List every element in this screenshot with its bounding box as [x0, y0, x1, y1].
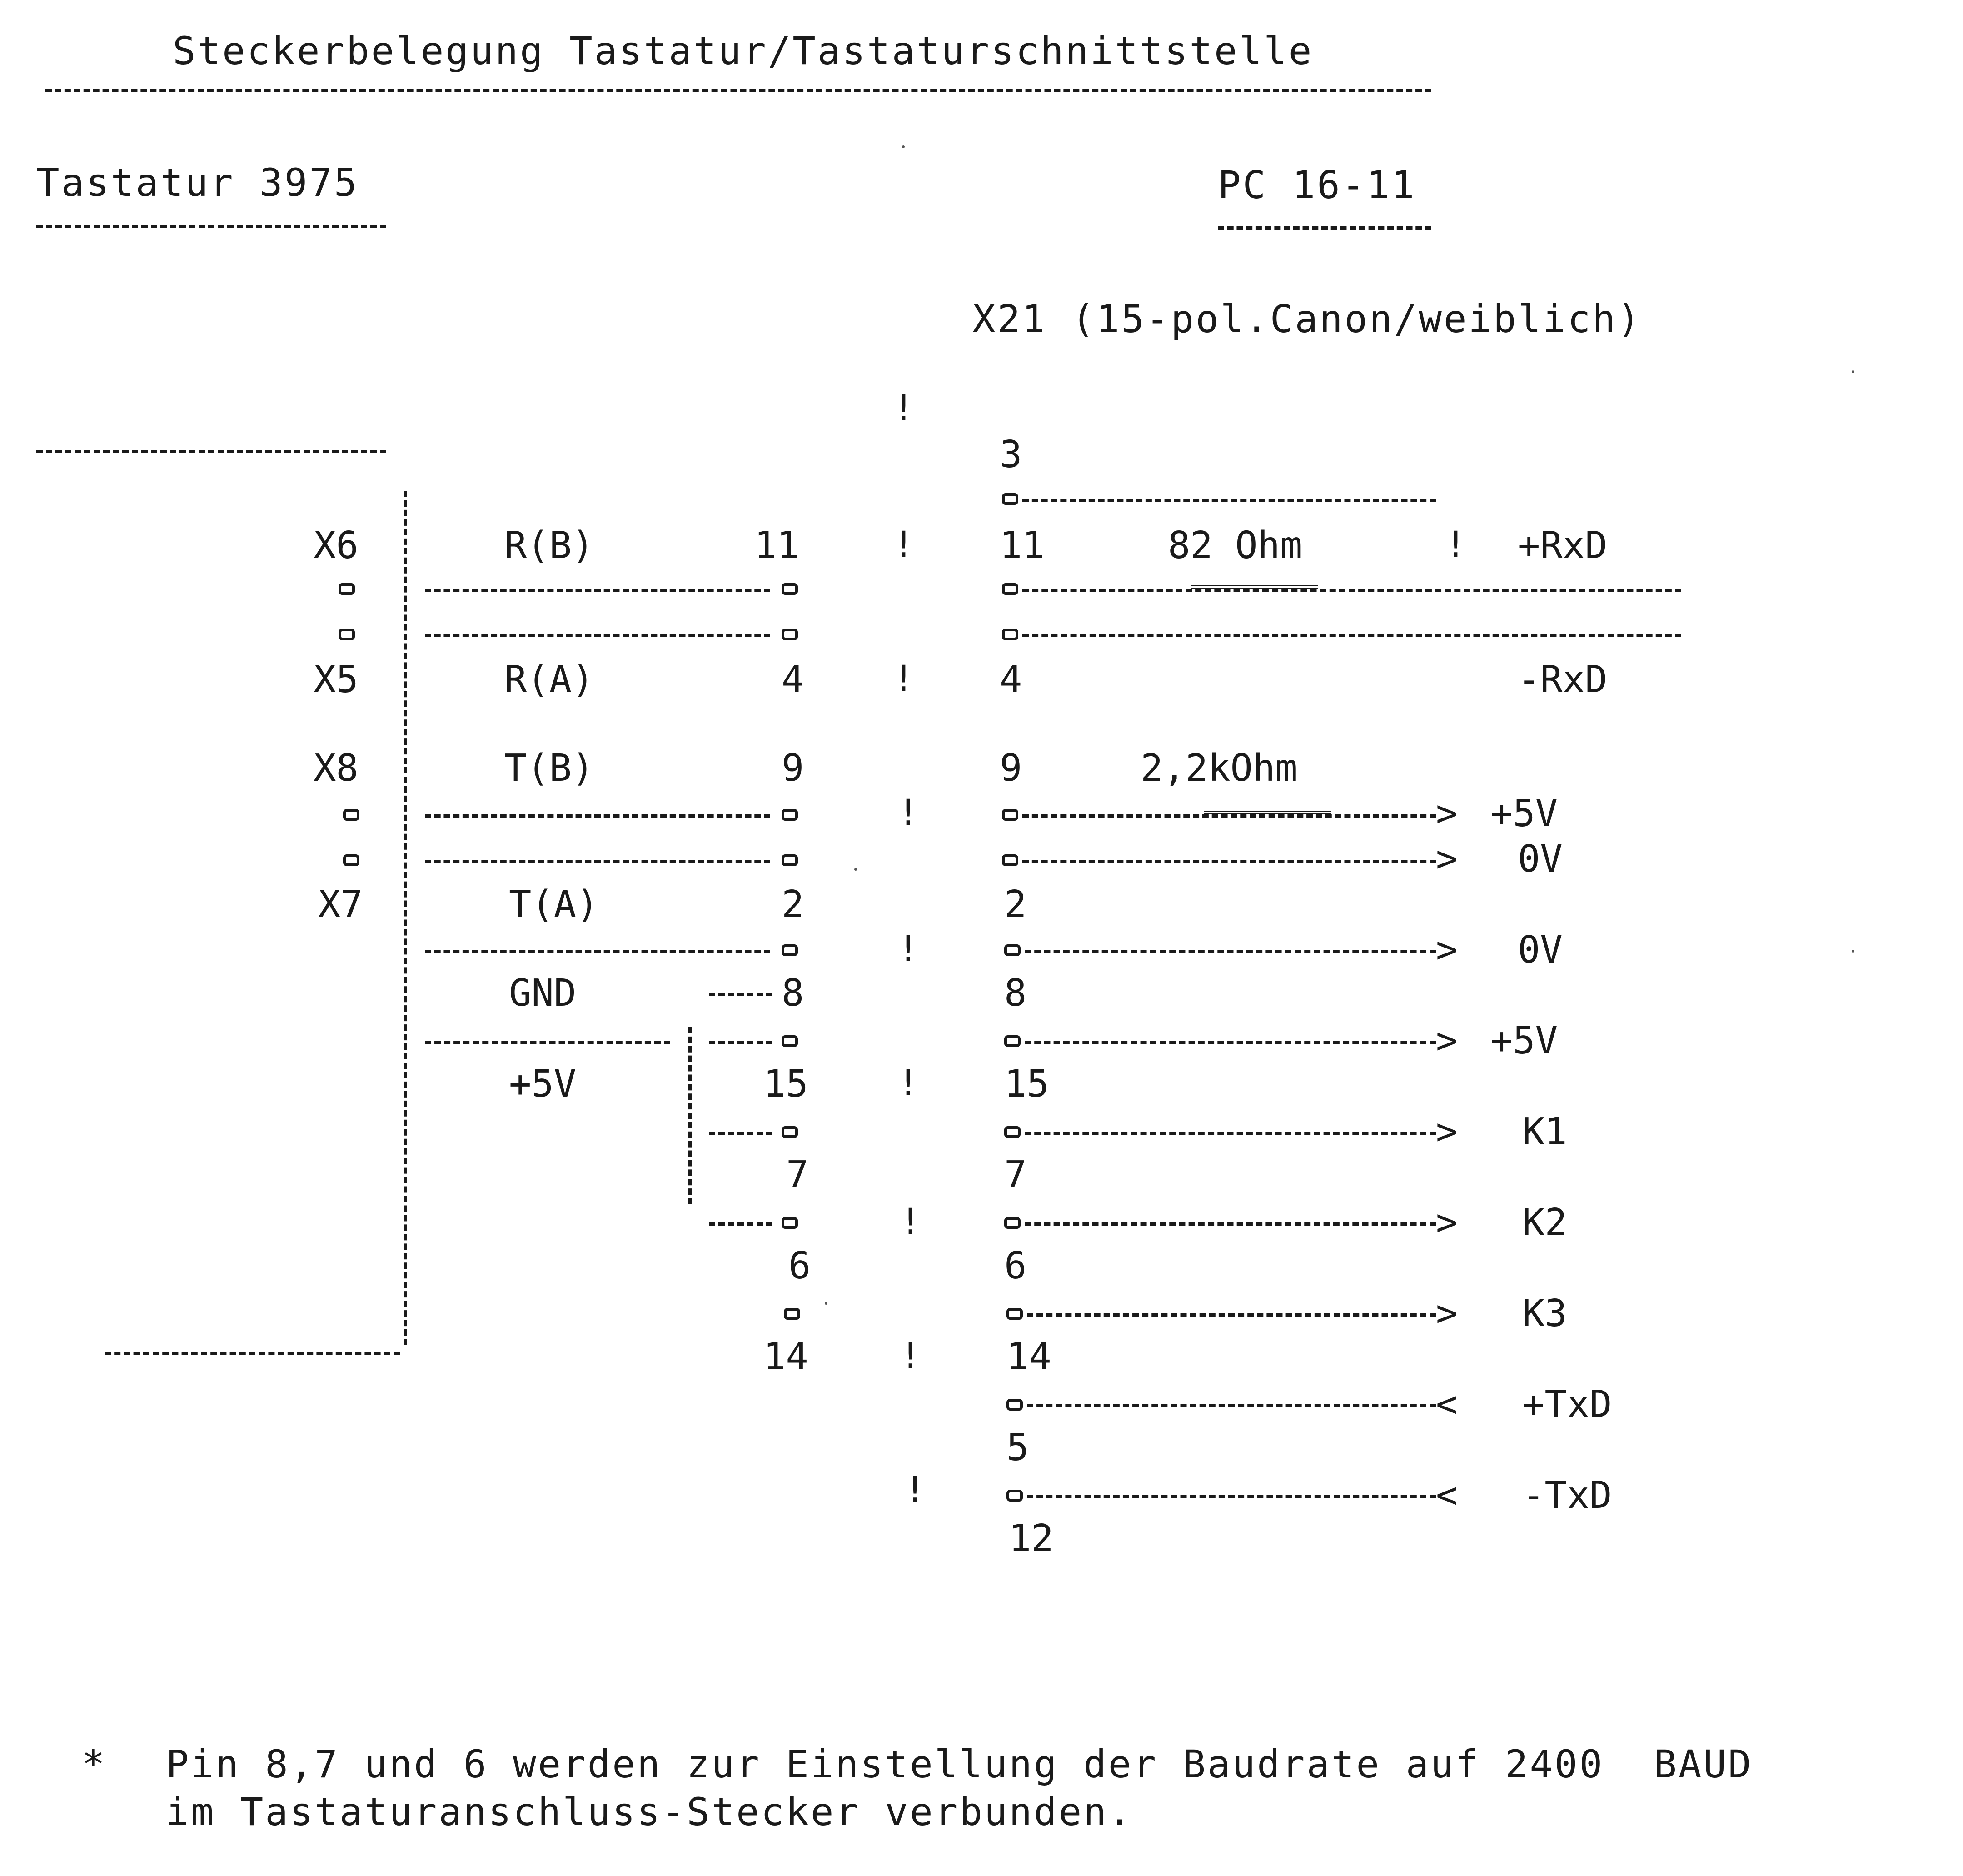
connector-label: X21 (15-pol.Canon/weiblich) [972, 297, 1642, 341]
pin-terminal [1002, 629, 1018, 640]
pin-terminal [1002, 854, 1018, 866]
pin-12: 12 [1009, 1517, 1054, 1560]
signal-txd-plus: +TxD [1522, 1383, 1612, 1426]
keyboard-box-edge [404, 491, 407, 1345]
pin-terminal [339, 629, 355, 640]
right-title-underline [1218, 226, 1431, 230]
footnote-line-2: im Tastaturanschluss-Stecker verbunden. [166, 1790, 1133, 1834]
wire-2-right [1025, 950, 1436, 953]
pin-terminal [782, 944, 798, 956]
resistor-2k2-symbol [1204, 811, 1331, 817]
pin-terminal [1006, 1399, 1023, 1411]
arrow-out: > [1436, 838, 1458, 880]
arrow-out: > [1436, 1292, 1458, 1334]
pin-terminal [343, 854, 359, 866]
label-x7: X7 [318, 883, 363, 926]
pin-15-left: 15 [763, 1063, 808, 1106]
wire-rb [425, 589, 770, 592]
right-device-title: PC 16-11 [1218, 163, 1416, 207]
label-tb: T(B) [504, 747, 594, 790]
pin-terminal [784, 1308, 800, 1320]
divider-mark: ! [893, 388, 914, 429]
pin-terminal [1004, 1217, 1021, 1229]
wire-5-right [1027, 1495, 1436, 1498]
pin-8: 8 [1004, 972, 1027, 1015]
pin-terminal [1006, 1308, 1023, 1320]
pin-6: 6 [1004, 1244, 1027, 1287]
keyboard-box-top [36, 450, 386, 453]
pin-terminal [782, 809, 798, 821]
footnote-line-1: Pin 8,7 und 6 werden zur Einstellung der Baudrate auf 2400 BAUD [166, 1742, 1753, 1786]
arrow-in: < [1436, 1383, 1458, 1425]
wire-14-right [1027, 1404, 1436, 1407]
pin-terminal [1006, 1490, 1023, 1502]
divider-mark: ! [897, 793, 919, 833]
label-gnd: GND [509, 972, 577, 1015]
jumper-bus [688, 1027, 692, 1204]
divider-mark: ! [900, 1202, 921, 1242]
label-x5: X5 [314, 658, 359, 701]
pin-terminal [339, 583, 355, 595]
divider-mark: ! [893, 659, 914, 699]
left-title-underline [36, 225, 386, 228]
signal-k3: K3 [1522, 1292, 1567, 1335]
divider-mark: ! [904, 1470, 926, 1511]
wire-0v-a [1022, 860, 1436, 863]
wire-gnd [425, 1041, 670, 1044]
pin-terminal [1004, 1035, 1021, 1047]
arrow-out: > [1436, 1201, 1458, 1243]
page-title: Steckerbelegung Tastatur/Tastaturschnittstelle [173, 29, 1314, 73]
pin-3: 3 [1000, 433, 1022, 476]
wire-gnd-stub [709, 993, 772, 996]
title-underline [45, 89, 1431, 92]
label-5v: +5V [509, 1063, 577, 1106]
pin-terminal [782, 1035, 798, 1047]
label-rb: R(B) [504, 524, 594, 567]
arrow-out: > [1436, 928, 1458, 971]
signal-0v-a: 0V [1518, 838, 1563, 881]
label-ta: T(A) [509, 883, 599, 926]
scan-speck [902, 145, 905, 148]
pin-terminal [782, 1217, 798, 1229]
wire-ra [425, 634, 770, 637]
label-ra: R(A) [504, 658, 594, 701]
wire-6-right [1027, 1313, 1436, 1317]
pin-9-left: 9 [782, 747, 804, 790]
signal-rxd-minus: -RxD [1518, 658, 1608, 701]
wire-gnd-b [709, 1041, 772, 1044]
pin-11-left: 11 [754, 524, 799, 567]
pin-14: 14 [1006, 1335, 1051, 1378]
wire-3 [1022, 499, 1436, 502]
divider-mark: ! [900, 1336, 921, 1377]
wire-15-right [1025, 1132, 1436, 1135]
resistor-82-symbol [1191, 585, 1318, 591]
divider-mark: ! [893, 524, 914, 565]
pin-5: 5 [1006, 1426, 1029, 1469]
pin-terminal [1004, 1126, 1021, 1138]
pin-4-left: 4 [782, 658, 804, 701]
signal-5v-b: +5V [1490, 1019, 1558, 1063]
scan-speck [1852, 370, 1854, 373]
pin-terminal [1004, 944, 1021, 956]
arrow-in: < [1436, 1474, 1458, 1516]
resistor-2k2: 2,2kOhm [1141, 747, 1298, 790]
left-device-title: Tastatur 3975 [36, 160, 359, 205]
divider-mark: ! [897, 929, 919, 970]
signal-5v-a: +5V [1490, 792, 1558, 835]
pin-terminal [1002, 583, 1018, 595]
label-x8: X8 [314, 747, 359, 790]
signal-txd-minus: -TxD [1522, 1474, 1612, 1517]
pin-terminal [343, 809, 359, 821]
signal-k2: K2 [1522, 1201, 1567, 1244]
pin-11: 11 [1000, 524, 1045, 567]
pin-7-left: 7 [786, 1153, 809, 1197]
pin-terminal [1002, 493, 1018, 505]
pin-2-left: 2 [782, 883, 804, 926]
pin-4: 4 [1000, 658, 1022, 701]
wire-ta [425, 860, 770, 863]
arrow-out: > [1436, 1019, 1458, 1062]
wire-11 [1022, 589, 1681, 592]
wire-7 [709, 1222, 772, 1226]
pin-terminal [782, 583, 798, 595]
wire-4 [1022, 634, 1681, 637]
arrow-out: > [1436, 792, 1458, 834]
footnote-marker: * [82, 1742, 107, 1786]
scan-speck [1852, 950, 1854, 953]
scan-speck [825, 1302, 827, 1305]
pin-terminal [782, 854, 798, 866]
pin-6-left: 6 [788, 1244, 811, 1287]
signal-rxd-plus: +RxD [1518, 524, 1608, 567]
keyboard-box-bottom [105, 1352, 400, 1355]
scan-speck [854, 868, 857, 871]
pin-7: 7 [1004, 1153, 1027, 1197]
divider-mark: ! [897, 1063, 919, 1104]
pin-9: 9 [1000, 747, 1022, 790]
pin-15: 15 [1004, 1063, 1049, 1106]
pin-terminal [782, 1126, 798, 1138]
wire-tb [425, 814, 770, 818]
pin-14-left: 14 [763, 1335, 808, 1378]
pin-terminal [1002, 809, 1018, 821]
wire-15 [709, 1132, 772, 1135]
pin-2: 2 [1004, 883, 1027, 926]
wire-2 [425, 950, 770, 953]
label-x6: X6 [314, 524, 359, 567]
arrow-out: > [1436, 1110, 1458, 1153]
signal-0v-b: 0V [1518, 928, 1563, 972]
divider-mark: ! [1445, 524, 1466, 565]
wire-8 [1025, 1041, 1436, 1044]
pin-8-left: 8 [782, 972, 804, 1015]
pin-terminal [782, 629, 798, 640]
wire-7-right [1025, 1222, 1436, 1226]
signal-k1: K1 [1522, 1110, 1567, 1153]
resistor-82: 82 Ohm [1168, 524, 1303, 567]
